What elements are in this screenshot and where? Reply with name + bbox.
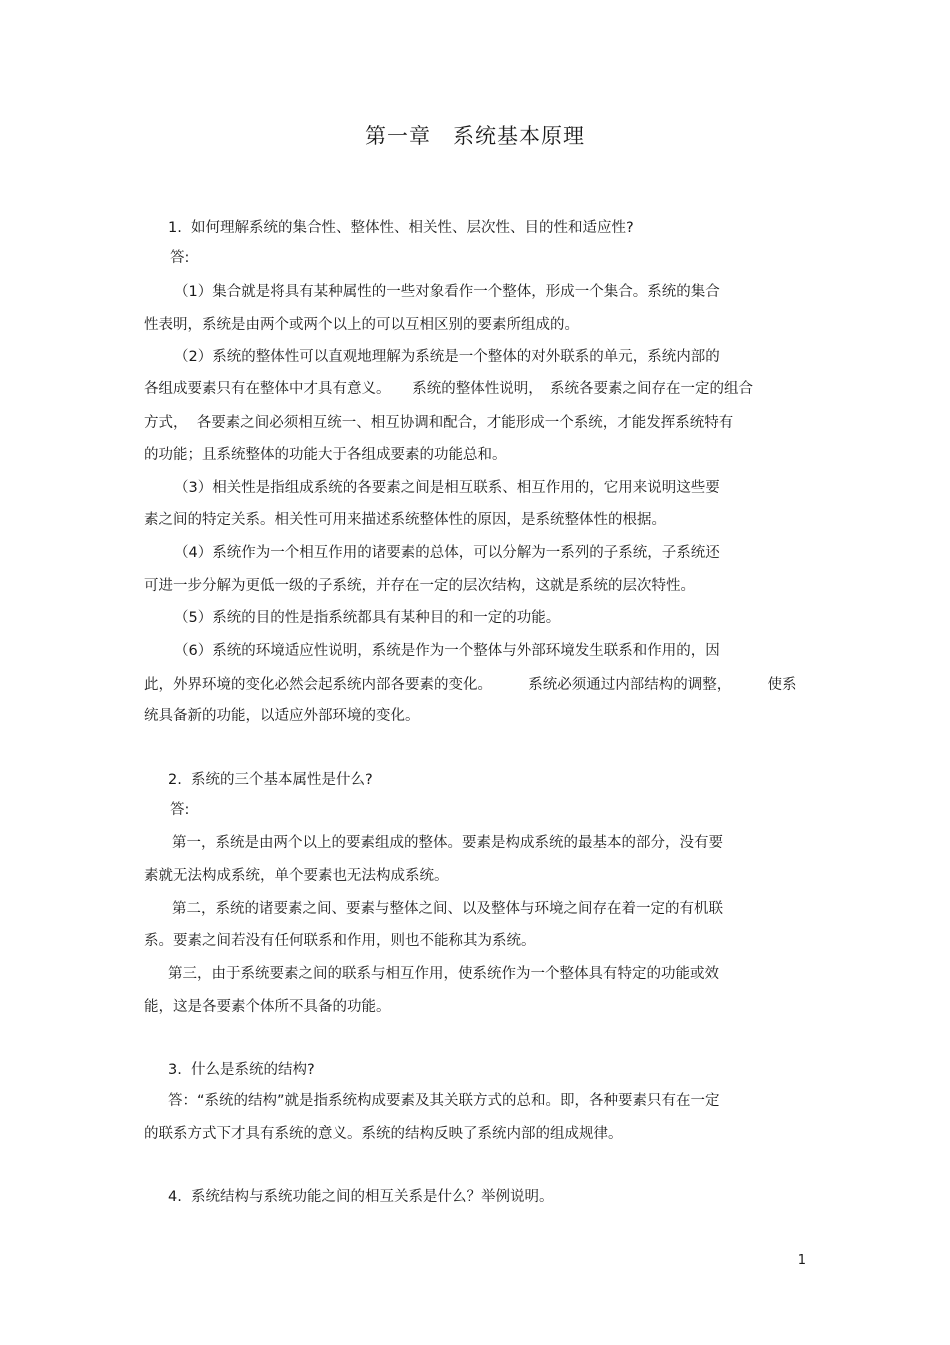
paragraph-line: （1）集合就是将具有某种属性的一些对象看作一个整体，形成一个集合。系统的集合 <box>174 284 720 300</box>
paragraph-line: 第二，系统的诸要素之间、要素与整体之间、以及整体与环境之间存在着一定的有机联 <box>172 901 723 917</box>
paragraph-line: 的功能；且系统整体的功能大于各组成要素的功能总和。 <box>144 447 507 463</box>
paragraph-line: （3）相关性是指组成系统的各要素之间是相互联系、相互作用的，它用来说明这些要 <box>174 480 720 496</box>
paragraph-line: 可进一步分解为更低一级的子系统，并存在一定的层次结构，这就是系统的层次特性。 <box>144 578 695 594</box>
paragraph-line: 各组成要素只有在整体中才具有意义。 系统的整体性说明， 系统各要素之间存在一定的组合 <box>144 381 753 397</box>
answer-label: 答: <box>170 802 190 818</box>
chapter-title: 第一章 系统基本原理 <box>365 124 585 148</box>
paragraph-line: 的联系方式下才具有系统的意义。系统的结构反映了系统内部的组成规律。 <box>144 1126 623 1142</box>
paragraph-line: 系。要素之间若没有任何联系和作用，则也不能称其为系统。 <box>144 933 536 949</box>
paragraph-line: 素就无法构成系统，单个要素也无法构成系统。 <box>144 868 449 884</box>
paragraph-line: 第一，系统是由两个以上的要素组成的整体。要素是构成系统的最基本的部分，没有要 <box>172 835 723 851</box>
paragraph-line: 此，外界环境的变化必然会起系统内部各要素的变化。 系统必须通过内部结构的调整， 使系 <box>144 677 797 693</box>
paragraph-line: 能，这是各要素个体所不具备的功能。 <box>144 999 391 1015</box>
question-1: 1. 如何理解系统的集合性、整体性、相关性、层次性、目的性和适应性? <box>168 220 634 236</box>
page-number: 1 <box>797 1253 806 1268</box>
question-4: 4. 系统结构与系统功能之间的相互关系是什么？举例说明。 <box>168 1189 554 1205</box>
question-2: 2. 系统的三个基本属性是什么? <box>168 772 373 788</box>
paragraph-line: 统具备新的功能，以适应外部环境的变化。 <box>144 708 420 724</box>
paragraph-line: 答：“系统的结构”就是指系统构成要素及其关联方式的总和。即，各种要素只有在一定 <box>168 1093 720 1109</box>
paragraph-line: （2）系统的整体性可以直观地理解为系统是一个整体的对外联系的单元，系统内部的 <box>174 349 720 365</box>
paragraph-line: 素之间的特定关系。相关性可用来描述系统整体性的原因，是系统整体性的根据。 <box>144 512 666 528</box>
paragraph-line: 第三，由于系统要素之间的联系与相互作用，使系统作为一个整体具有特定的功能或效 <box>168 966 719 982</box>
paragraph-line: （5）系统的目的性是指系统都具有某种目的和一定的功能。 <box>174 610 561 626</box>
paragraph-line: （6）系统的环境适应性说明，系统是作为一个整体与外部环境发生联系和作用的，因 <box>174 643 720 659</box>
answer-label: 答: <box>170 250 190 266</box>
question-3: 3. 什么是系统的结构? <box>168 1062 315 1078</box>
paragraph-line: （4）系统作为一个相互作用的诸要素的总体，可以分解为一系列的子系统，子系统还 <box>174 545 720 561</box>
paragraph-line: 性表明，系统是由两个或两个以上的可以互相区别的要素所组成的。 <box>144 317 579 333</box>
paragraph-line: 方式， 各要素之间必须相互统一、相互协调和配合，才能形成一个系统，才能发挥系统特有 <box>144 415 734 431</box>
